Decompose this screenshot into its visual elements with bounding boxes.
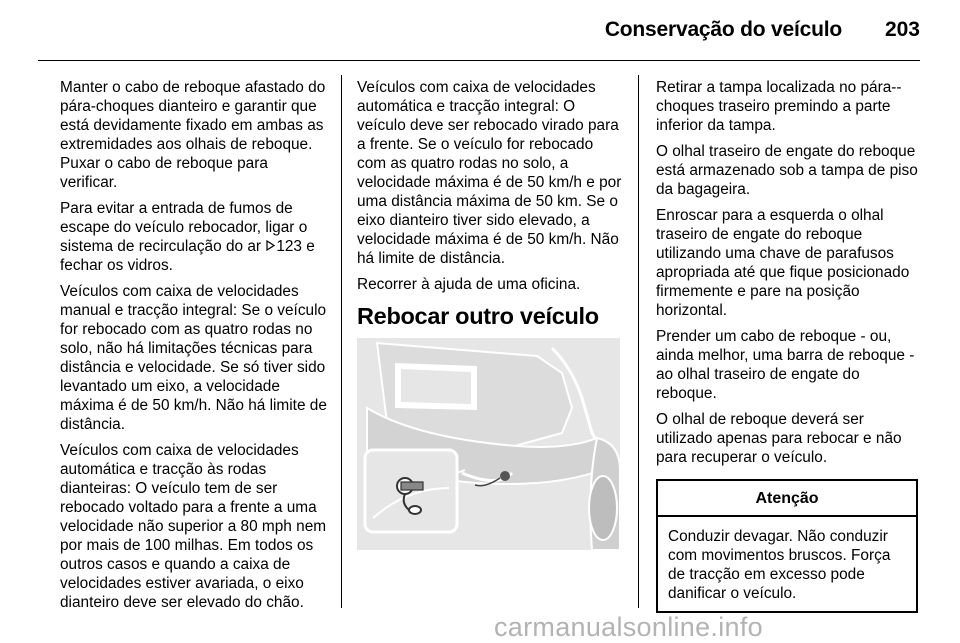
- cross-reference-link[interactable]: 123: [276, 238, 302, 255]
- paragraph: Manter o cabo de reboque afastado do pára-choques dianteiro e garantir que está devidamente fixado em ambas as extremidades aos olhais de reboque. Puxar o cabo de reboque para verificar.: [60, 79, 326, 191]
- column-divider: [341, 75, 342, 608]
- paragraph: Veículos com caixa de velocidades automática e tracção integral: O veículo deve ser rebocado virado para a frente. Se o veículo for rebocado com as quatro rodas no solo, a velocidade máxima é de 50 km/h e por uma distância máxima de 50 km. Se o eixo dianteiro tiver sido elevado, a velocidade máxima é de 50 km/h. Não há limite de distância.: [357, 79, 622, 267]
- paragraph: O olhal traseiro de engate do reboque está armazenado sob a tampa de piso da bagageira.: [656, 143, 918, 198]
- warning-text: Conduzir devagar. Não conduzir com movimentos bruscos. Força de tracção em excesso pode danificar o veículo.: [668, 528, 891, 602]
- paragraph-text: e fechar os vidros.: [60, 238, 315, 274]
- column-3: [656, 78, 922, 613]
- paragraph: Recorrer à ajuda de uma oficina.: [357, 276, 581, 293]
- page-header: [0, 0, 960, 60]
- car-rear-drawing: [357, 338, 620, 550]
- paragraph-text: Para evitar a entrada de fumos de escape do veículo rebocador, ligar o sistema de recirculação do ar: [60, 200, 308, 255]
- page-number: 203: [884, 18, 920, 41]
- header-rule: [38, 60, 920, 61]
- paragraph: Enroscar para a esquerda o olhal traseiro de engate do reboque utilizando uma chave de parafusos apropriada até que fique posicionado firmemente e pare na posição horizontal.: [656, 207, 910, 319]
- column-divider: [638, 75, 639, 608]
- towing-eye-illustration: [357, 338, 620, 550]
- paragraph: Veículos com caixa de velocidades automática e tracção às rodas dianteiras: O veículo tem de ser rebocado voltado para a frente a uma velocidade não superior a 80 mph nem por mais de 100 milhas. Em todos os outros casos e quando a caixa de velocidades estiver avariada, o eixo dianteiro deve ser elevado do chão.: [60, 442, 327, 611]
- page-title: Conservação do veículo: [604, 18, 842, 41]
- warning-box: [656, 479, 918, 613]
- paragraph: Prender um cabo de reboque - ou, ainda melhor, uma barra de reboque - ao olhal traseiro de engate do reboque.: [656, 328, 915, 402]
- column-1: [60, 78, 328, 619]
- paragraph: [60, 199, 328, 275]
- warning-title: Atenção: [658, 481, 916, 517]
- section-heading: Rebocar outro veículo: [357, 303, 599, 329]
- paragraph: Retirar a tampa localizada no pára--choques traseiro premindo a parte inferior da tampa.: [656, 79, 902, 134]
- column-2: [357, 78, 625, 550]
- triangle-right-icon[interactable]: [265, 237, 276, 256]
- paragraph: O olhal de reboque deverá ser utilizado apenas para rebocar e não para recuperar o veículo.: [656, 411, 902, 466]
- paragraph: Veículos com caixa de velocidades manual e tracção integral: Se o veículo for rebocado com as quatro rodas no solo, não há limitações técnicas para distância e velocidade. Se só tiver sido levantado um eixo, a velocidade máxima é de 50 km/h. Não há limite de distância.: [60, 283, 327, 433]
- watermark: carmanualsonline.info: [494, 612, 763, 642]
